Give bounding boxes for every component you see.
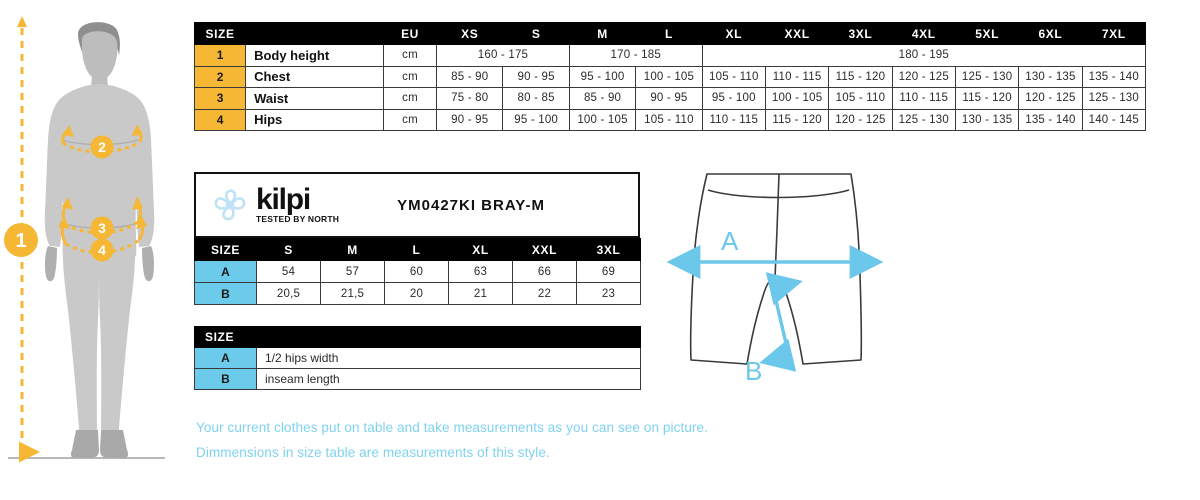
note-line-1: Your current clothes put on table and take measurements as you can see on picture. — [196, 420, 709, 435]
cell-a-3xl: 69 — [577, 261, 641, 283]
cell-chest-xxl: 110 - 115 — [765, 66, 828, 88]
shorts-outline — [691, 174, 862, 364]
garment-measurement-table — [194, 238, 641, 305]
col-header-size: SIZE — [195, 23, 246, 45]
cell-chest-4xl: 120 - 125 — [892, 66, 955, 88]
table-row — [195, 369, 641, 390]
meas-col-header-xxl: XXL — [513, 239, 577, 261]
measurement-label-b: B — [745, 356, 763, 386]
cell-b-s: 20,5 — [257, 283, 321, 305]
legend-desc-a: 1/2 hips width — [257, 348, 641, 369]
col-header-m: M — [569, 23, 635, 45]
row-unit-waist: cm — [383, 88, 436, 110]
cell-hips-l: 105 - 110 — [636, 109, 702, 131]
table-row — [195, 109, 1146, 131]
cell-chest-l: 100 - 105 — [636, 66, 702, 88]
col-header-xs: XS — [437, 23, 503, 45]
legend-table — [194, 326, 641, 390]
cell-waist-7xl: 125 - 130 — [1082, 88, 1145, 110]
cell-waist-m: 85 - 90 — [569, 88, 635, 110]
cell-body-height-m-l: 170 - 185 — [569, 45, 702, 67]
row-num-chest: 2 — [195, 66, 246, 88]
body-measurement-figure — [0, 0, 190, 500]
brand-tagline: TESTED BY NORTH — [256, 214, 340, 225]
meas-col-header-size: SIZE — [195, 239, 257, 261]
table-row — [195, 45, 1146, 67]
row-label-waist: Waist — [246, 88, 384, 110]
cell-waist-3xl: 105 - 110 — [829, 88, 892, 110]
legend-col-header-size: SIZE — [195, 327, 257, 348]
row-unit-chest: cm — [383, 66, 436, 88]
cell-b-3xl: 23 — [577, 283, 641, 305]
cell-a-s: 54 — [257, 261, 321, 283]
cell-waist-6xl: 120 - 125 — [1019, 88, 1082, 110]
instruction-notes — [196, 415, 896, 465]
cell-hips-4xl: 125 - 130 — [892, 109, 955, 131]
cell-hips-6xl: 135 - 140 — [1019, 109, 1082, 131]
cell-waist-5xl: 115 - 120 — [955, 88, 1018, 110]
body-measurement-table-wrap — [194, 22, 1146, 131]
table-row — [195, 261, 641, 283]
row-label-body-height: Body height — [246, 45, 384, 67]
garment-measurement-table-wrap — [194, 238, 641, 305]
cell-hips-s: 95 - 100 — [503, 109, 569, 131]
col-header-xl: XL — [702, 23, 765, 45]
cell-waist-xxl: 100 - 105 — [765, 88, 828, 110]
cell-a-xl: 63 — [449, 261, 513, 283]
marker-2-label: 2 — [98, 139, 106, 155]
legend-table-wrap — [194, 326, 641, 390]
table-header-row — [195, 327, 641, 348]
left-hand — [45, 246, 57, 281]
cell-waist-xl: 95 - 100 — [702, 88, 765, 110]
brand-header-box — [194, 172, 640, 238]
marker-badge-1 — [4, 223, 38, 257]
table-row — [195, 348, 641, 369]
col-header-s: S — [503, 23, 569, 45]
col-header-4xl: 4XL — [892, 23, 955, 45]
cell-chest-6xl: 130 - 135 — [1019, 66, 1082, 88]
table-header-row — [195, 23, 1146, 45]
row-num-hips: 4 — [195, 109, 246, 131]
marker-badge-2 — [91, 136, 114, 159]
cell-body-height-xs-s: 160 - 175 — [437, 45, 570, 67]
legs — [63, 238, 136, 444]
brand-name: kilpi — [256, 182, 311, 216]
cell-a-l: 60 — [385, 261, 449, 283]
cell-chest-m: 95 - 100 — [569, 66, 635, 88]
shorts-diagram — [655, 170, 895, 400]
model-code: YM0427KI BRAY-M — [397, 196, 545, 214]
cell-waist-l: 90 - 95 — [636, 88, 702, 110]
cell-b-xxl: 22 — [513, 283, 577, 305]
right-hand — [142, 246, 154, 281]
cell-body-height-xl-7xl: 180 - 195 — [702, 45, 1145, 67]
right-shoe — [100, 430, 128, 458]
cell-waist-s: 80 - 85 — [503, 88, 569, 110]
row-num-body-height: 1 — [195, 45, 246, 67]
row-unit-body-height: cm — [383, 45, 436, 67]
table-row — [195, 88, 1146, 110]
marker-3-label: 3 — [98, 220, 106, 236]
marker-1-label: 1 — [15, 230, 27, 252]
cell-hips-xl: 110 - 115 — [702, 109, 765, 131]
cell-chest-xs: 85 - 90 — [437, 66, 503, 88]
marker-badge-4 — [91, 239, 114, 262]
meas-col-header-xl: XL — [449, 239, 513, 261]
table-row — [195, 66, 1146, 88]
cell-chest-7xl: 135 - 140 — [1082, 66, 1145, 88]
cell-b-m: 21,5 — [321, 283, 385, 305]
celtic-knot-icon — [208, 183, 252, 227]
head — [82, 31, 118, 78]
cell-hips-5xl: 130 - 135 — [955, 109, 1018, 131]
marker-4-label: 4 — [98, 242, 106, 258]
left-shoe — [71, 430, 99, 458]
marker-badge-3 — [91, 217, 114, 240]
cell-hips-7xl: 140 - 145 — [1082, 109, 1145, 131]
cell-b-xl: 21 — [449, 283, 513, 305]
note-line-2: Dimmensions in size table are measurements of this style. — [196, 445, 550, 460]
legend-key-b: B — [195, 369, 257, 390]
col-header-eu: EU — [383, 23, 436, 45]
col-header-7xl: 7XL — [1082, 23, 1145, 45]
cell-hips-m: 100 - 105 — [569, 109, 635, 131]
measurement-label-a: A — [721, 226, 739, 256]
cell-hips-3xl: 120 - 125 — [829, 109, 892, 131]
col-header-5xl: 5XL — [955, 23, 1018, 45]
meas-col-header-3xl: 3XL — [577, 239, 641, 261]
row-unit-hips: cm — [383, 109, 436, 131]
row-num-waist: 3 — [195, 88, 246, 110]
cell-waist-4xl: 110 - 115 — [892, 88, 955, 110]
cell-chest-xl: 105 - 110 — [702, 66, 765, 88]
cell-chest-5xl: 125 - 130 — [955, 66, 1018, 88]
row-label-hips: Hips — [246, 109, 384, 131]
cell-hips-xs: 90 - 95 — [437, 109, 503, 131]
cell-a-m: 57 — [321, 261, 385, 283]
col-header-6xl: 6XL — [1019, 23, 1082, 45]
col-header-3xl: 3XL — [829, 23, 892, 45]
meas-col-header-m: M — [321, 239, 385, 261]
legend-desc-b: inseam length — [257, 369, 641, 390]
col-header-xxl: XXL — [765, 23, 828, 45]
legend-col-header-desc — [257, 327, 641, 348]
row-label-chest: Chest — [246, 66, 384, 88]
cell-chest-s: 90 - 95 — [503, 66, 569, 88]
table-row — [195, 283, 641, 305]
meas-col-header-s: S — [257, 239, 321, 261]
cell-waist-xs: 75 - 80 — [437, 88, 503, 110]
meas-col-header-l: L — [385, 239, 449, 261]
body-measurement-table — [194, 22, 1146, 131]
col-header-measure — [246, 23, 384, 45]
table-header-row — [195, 239, 641, 261]
cell-b-l: 20 — [385, 283, 449, 305]
meas-row-key-b: B — [195, 283, 257, 305]
meas-row-key-a: A — [195, 261, 257, 283]
cell-hips-xxl: 115 - 120 — [765, 109, 828, 131]
col-header-l: L — [636, 23, 702, 45]
cell-chest-3xl: 115 - 120 — [829, 66, 892, 88]
cell-a-xxl: 66 — [513, 261, 577, 283]
legend-key-a: A — [195, 348, 257, 369]
brand-logo — [208, 183, 339, 227]
